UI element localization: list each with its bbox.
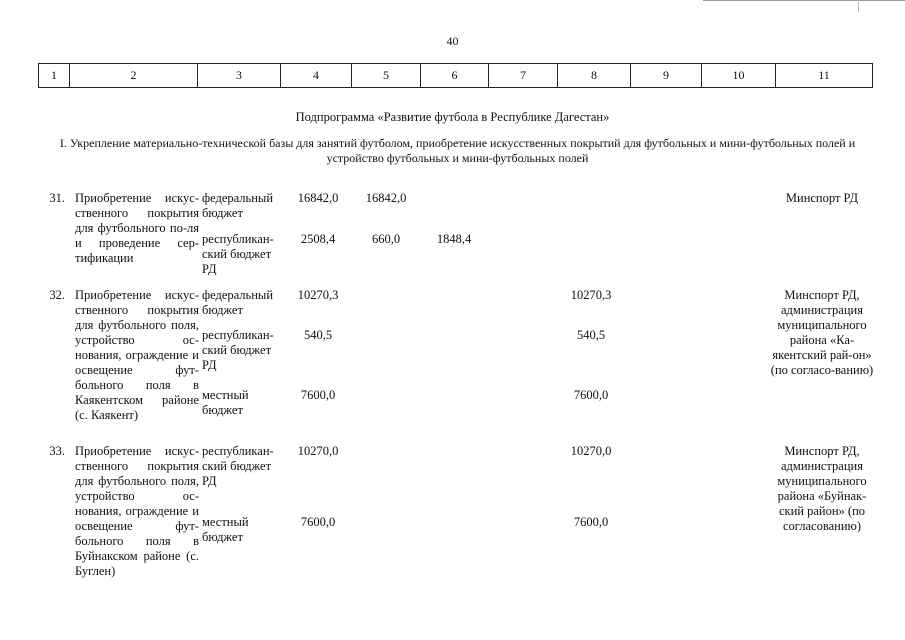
col-header-6: 6 [421,64,489,88]
row-item-name: Приобретение искус-ственного покрытия для футбольного поля, устройство ос-нования, ограждение и освещение фут-больного поля в Буйнакском районе (с. Буглен) [75,444,199,578]
col-header-2: 2 [70,64,198,88]
value-col5: 16842,0 [365,191,407,205]
value-col4: 16842,0 [297,191,339,205]
funding-source: местный бюджет [202,388,249,417]
row-number: 31. [49,191,65,205]
value-col4: 10270,3 [297,288,339,302]
row-item-name: Приобретение искус-ственного покрытия для футбольного по-ля и проведение сер-тификации [75,191,199,265]
value-col5: 660,0 [371,232,401,246]
funding-source: федеральный бюджет [202,191,274,220]
col-header-7: 7 [489,64,558,88]
col-header-11: 11 [776,64,873,88]
col-header-1: 1 [39,64,70,88]
page-number: 40 [446,34,459,48]
value-col4: 7600,0 [300,388,336,402]
funding-source: местный бюджет [202,515,249,544]
responsible-organization: Минспорт РД, администрация муниципального района «Ка-якентский рай-он» (по согласо-ванию) [770,288,874,377]
value-col4: 2508,4 [300,232,336,246]
col-header-4: 4 [281,64,352,88]
subprogram-title: Подпрограмма «Развитие футбола в Республике Дагестан» [295,110,610,124]
col-header-9: 9 [631,64,702,88]
value-col8: 10270,0 [570,444,612,458]
funding-source: республикан-ский бюджет РД [202,444,274,488]
col-header-8: 8 [558,64,631,88]
scan-edge-mark [858,0,859,12]
row-item-name: Приобретение искус-ственного покрытия для футбольного поля, устройство ос-нования, ограждение и освещение фут-больного поля в Каякентском районе (с. Каякент) [75,288,199,422]
scan-edge-line [703,0,905,1]
value-col8: 7600,0 [573,515,609,529]
column-number-header [38,63,873,88]
value-col4: 7600,0 [300,515,336,529]
row-number: 33. [49,444,65,458]
col-header-5: 5 [352,64,421,88]
value-col4: 10270,0 [297,444,339,458]
responsible-organization: Минспорт РД, администрация муниципального района «Буйнак-ский район» (по согласованию) [777,444,867,533]
value-col6: 1848,4 [436,232,472,246]
value-col8: 10270,3 [570,288,612,302]
value-col8: 540,5 [576,328,606,342]
value-col8: 7600,0 [573,388,609,402]
value-col4: 540,5 [303,328,333,342]
responsible-organization: Минспорт РД [785,191,859,205]
row-number: 32. [49,288,65,302]
section-title: I. Укрепление материально-технической базы для занятий футболом, приобретение искусственных покрытий для футбольных и мини-футбольных полей и устройство футбольных и мини-футбольных полей [59,136,856,165]
col-header-3: 3 [198,64,281,88]
col-header-10: 10 [702,64,776,88]
funding-source: республикан-ский бюджет РД [202,328,274,372]
funding-source: федеральный бюджет [202,288,274,317]
funding-source: республикан-ский бюджет РД [202,232,274,276]
